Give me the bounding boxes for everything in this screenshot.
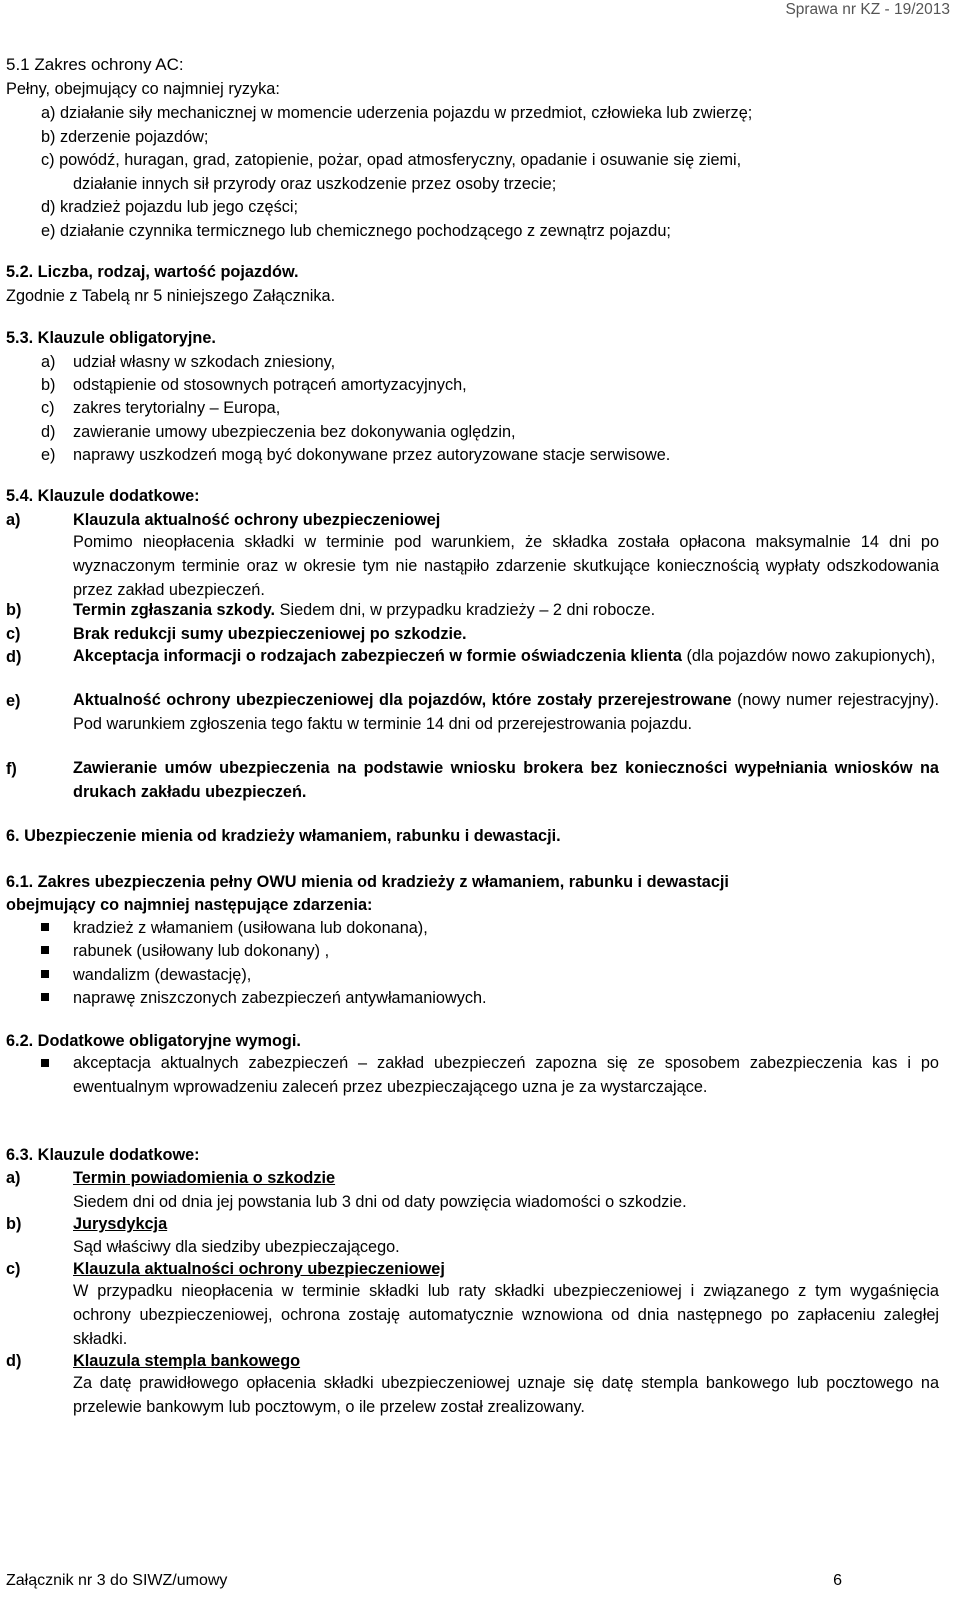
list-item: c) powódź, huragan, grad, zatopienie, pożar, opad atmosferyczny, opadanie i osuwanie się ziemi, [41, 151, 742, 169]
list-letter: b) [6, 601, 22, 619]
clause-heading: Akceptacja informacji o rodzajach zabezpieczeń w formie oświadczenia klienta [73, 647, 682, 665]
list-letter: c) [6, 1260, 21, 1278]
list-letter: b) [6, 1215, 22, 1233]
list-item: odstąpienie od stosownych potrąceń amortyzacyjnych, [73, 376, 467, 394]
list-item: e) działanie czynnika termicznego lub chemicznego pochodzącego z zewnątrz pojazdu; [41, 222, 671, 240]
clause-heading: Klauzula stempla bankowego [73, 1352, 301, 1370]
list-letter: d) [6, 648, 22, 666]
clause-body: Pomimo nieopłacenia składki w terminie pod warunkiem, że składka została opłacona maksymalnie 14 dni po wyznaczonym terminie oraz w okresie tym nie nastąpiło zdarzenie skutkujące koniecznością wypłaty odszkodowania przez zakład ubezpieczeń. [73, 533, 939, 599]
list-item: wandalizm (dewastację), [73, 966, 252, 984]
section-6-2-title: 6.2. Dodatkowe obligatoryjne wymogi. [6, 1032, 301, 1050]
list-letter: a) [6, 1169, 21, 1187]
list-item: naprawy uszkodzeń mogą być dokonywane przez autoryzowane stacje serwisowe. [73, 446, 671, 464]
list-letter: b) [41, 376, 56, 394]
list-item: akceptacja aktualnych zabezpieczeń – zakład ubezpieczeń zapozna się ze sposobem zabezpieczenia kas i po ewentualnym wprowadzeniu zaleceń przez ubezpieczającego uzna je za wystarczające. [73, 1054, 939, 1096]
list-letter: c) [41, 399, 55, 417]
section-5-2-title: 5.2. Liczba, rodzaj, wartość pojazdów. [6, 263, 299, 281]
section-6-1-title: 6.1. Zakres ubezpieczenia pełny OWU mienia od kradzieży z włamaniem, rabunku i dewastacji [6, 873, 729, 891]
clause-heading: Klauzula aktualność ochrony ubezpieczeniowej [73, 511, 441, 529]
clause-body: (dla pojazdów nowo zakupionych), [681, 647, 936, 665]
bullet-icon [41, 946, 49, 954]
clause-heading: Termin zgłaszania szkody. [73, 601, 276, 619]
clause-paragraph [73, 689, 939, 737]
list-item: a) działanie siły mechanicznej w momencie uderzenia pojazdu w przedmiot, człowieka lub zwierzę; [41, 104, 753, 122]
bullet-icon [41, 923, 49, 931]
clause-body: Siedem dni, w przypadku kradzieży – 2 dni robocze. [275, 601, 656, 619]
clause-body: Za datę prawidłowego opłacenia składki ubezpieczeniowej uznaje się datę stempla bankowego lub pocztowego na przelewie bankowym lub pocztowym, o ile przelew został zrealizowany. [73, 1374, 939, 1416]
clause-heading: Brak redukcji sumy ubezpieczeniowej po szkodzie. [73, 625, 467, 643]
list-letter: c) [6, 625, 21, 643]
section-5-3-title: 5.3. Klauzule obligatoryjne. [6, 329, 216, 347]
clause-body: (nowy numer rejestracyjny). Pod warunkiem zgłoszenia tego faktu w terminie 14 dni od przerejestrowania pojazdu. [73, 691, 939, 733]
section-5-1-title: 5.1 Zakres ochrony AC: [6, 55, 184, 74]
list-item: zawieranie umowy ubezpieczenia bez dokonywania oględzin, [73, 423, 516, 441]
page-number: 6 [833, 1572, 842, 1589]
list-item: naprawę zniszczonych zabezpieczeń antywłamaniowych. [73, 989, 487, 1007]
list-letter: d) [6, 1352, 22, 1370]
clause-heading: Aktualność ochrony ubezpieczeniowej dla pojazdów, które zostały przerejestrowane [73, 691, 732, 709]
section-5-2-text: Zgodnie z Tabelą nr 5 niniejszego Załącznika. [6, 287, 336, 305]
clause-paragraph [73, 645, 939, 669]
list-item: zakres terytorialny – Europa, [73, 399, 281, 417]
clause-body: Siedem dni od dnia jej powstania lub 3 dni od daty powzięcia wiadomości o szkodzie. [73, 1193, 687, 1211]
section-6-1-title-cont: obejmujący co najmniej następujące zdarzenia: [6, 896, 373, 914]
bullet-icon [41, 1059, 49, 1067]
list-letter: f) [6, 760, 17, 778]
clause-body: W przypadku nieopłacenia w terminie składki lub raty składki ubezpieczeniowej i związanego z tym wygaśnięcia ochrony ubezpieczeniowej, ochrona zostaję automatycznie wznowiona od dnia następnego po zapłaceniu zaległej składki. [73, 1282, 939, 1348]
clause-line [73, 600, 655, 620]
list-letter: a) [41, 353, 56, 371]
list-letter: e) [41, 446, 56, 464]
clause-heading: Klauzula aktualności ochrony ubezpieczeniowej [73, 1260, 445, 1278]
list-letter: e) [6, 692, 21, 710]
clause-heading: Termin powiadomienia o szkodzie [73, 1169, 336, 1187]
list-item: rabunek (usiłowany lub dokonany) , [73, 942, 330, 960]
section-5-4-title: 5.4. Klauzule dodatkowe: [6, 487, 200, 505]
list-item-continuation: działanie innych sił przyrody oraz uszkodzenie przez osoby trzecie; [73, 175, 557, 193]
list-letter: a) [6, 511, 21, 529]
list-item: d) kradzież pojazdu lub jego części; [41, 198, 299, 216]
list-item: b) zderzenie pojazdów; [41, 128, 209, 146]
document-reference: Sprawa nr KZ - 19/2013 [785, 1, 950, 18]
clause-body: Sąd właściwy dla siedziby ubezpieczającego. [73, 1238, 400, 1256]
list-item: kradzież z włamaniem (usiłowana lub dokonana), [73, 919, 428, 937]
clause-heading: Zawieranie umów ubezpieczenia na podstawie wniosku brokera bez konieczności wypełniania wniosków na drukach zakładu ubezpieczeń. [73, 759, 939, 801]
bullet-icon [41, 993, 49, 1001]
list-letter: d) [41, 423, 56, 441]
page-footer [6, 1572, 842, 1590]
bullet-icon [41, 970, 49, 978]
section-6-3-title: 6.3. Klauzule dodatkowe: [6, 1146, 200, 1164]
section-5-1-intro: Pełny, obejmujący co najmniej ryzyka: [6, 80, 280, 98]
list-item: udział własny w szkodach zniesiony, [73, 353, 336, 371]
section-6-title: 6. Ubezpieczenie mienia od kradzieży włamaniem, rabunku i dewastacji. [6, 827, 561, 845]
clause-heading: Jurysdykcja [73, 1215, 168, 1233]
footer-label: Załącznik nr 3 do SIWZ/umowy [6, 1572, 228, 1589]
